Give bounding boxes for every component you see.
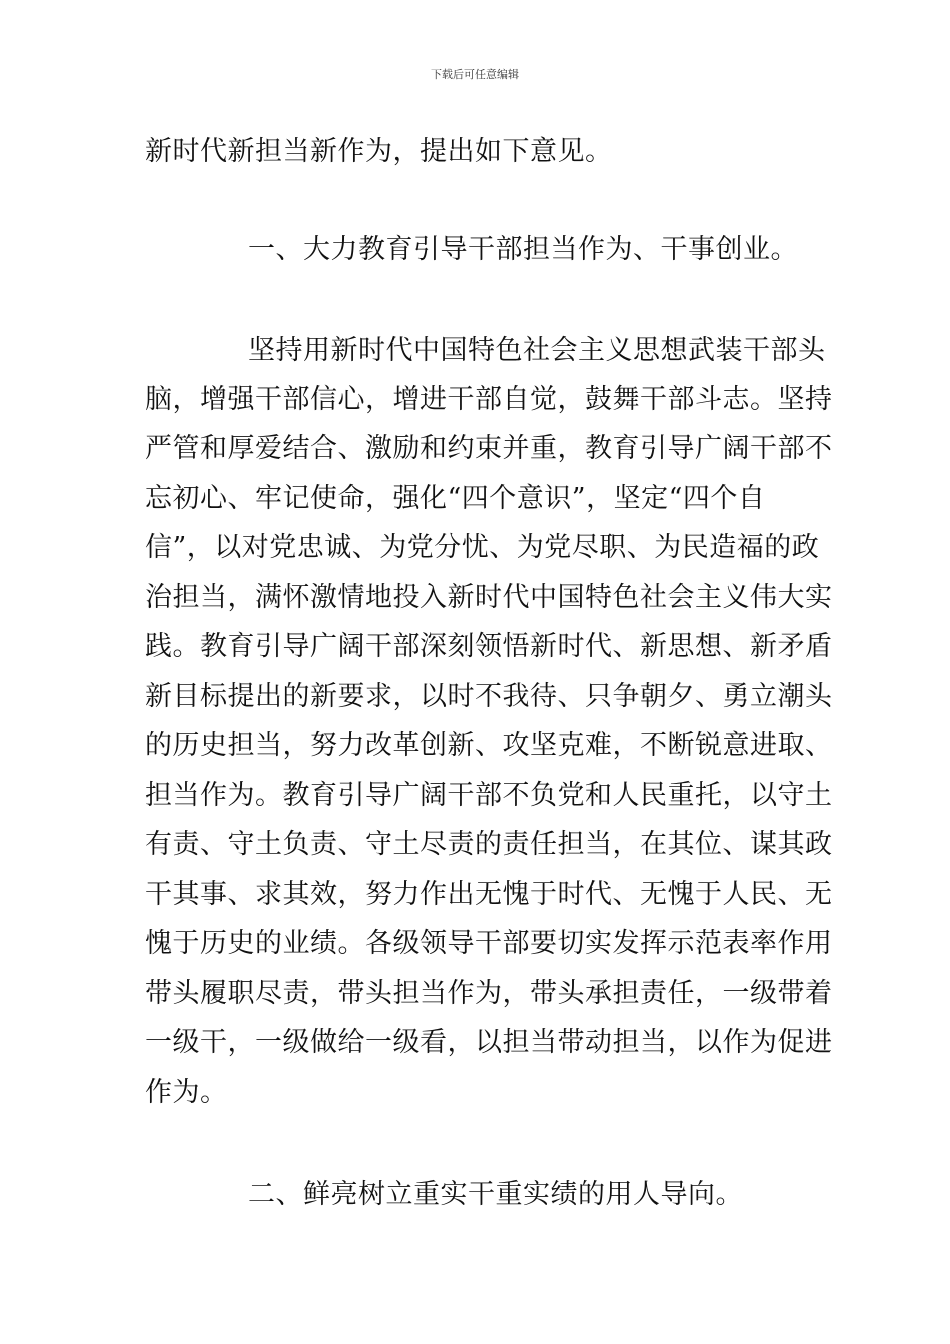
section-1-line-2: 脑，增强干部信心，增进干部自觉，鼓舞干部斗志。坚持 [145, 384, 833, 415]
section-1-line-11: 有责、守土负责、守土尽责的责任担当，在其位、谋其政 [145, 829, 833, 860]
header-note: 下载后可任意编辑 [431, 68, 519, 81]
section-1-line-3: 严管和厚爱结合、激励和约束并重，教育引导广阔干部不 [145, 433, 833, 464]
section-1-line-8: 新目标提出的新要求，以时不我待、只争朝夕、勇立潮头 [145, 681, 833, 712]
section-1-line-12: 干其事、求其效，努力作出无愧于时代、无愧于人民、无 [145, 879, 833, 910]
section-2-heading: 二、鲜亮树立重实干重实绩的用人导向。 [248, 1179, 743, 1210]
section-1-line-4: 忘初心、牢记使命，强化“四个意识”，坚定“四个自 [145, 483, 766, 514]
section-1-line-7: 践。教育引导广阔干部深刻领悟新时代、新思想、新矛盾 [145, 631, 833, 662]
section-1-heading: 一、大力教育引导干部担当作为、干事创业。 [248, 234, 798, 265]
section-1-line-16: 作为。 [145, 1077, 228, 1108]
section-1-line-1: 坚持用新时代中国特色社会主义思想武装干部头 [248, 335, 826, 366]
section-1-line-9: 的历史担当，努力改革创新、攻坚克难，不断锐意进取、 [145, 730, 833, 761]
section-1-line-14: 带头履职尽责，带头担当作为，带头承担责任，一级带着 [145, 978, 833, 1009]
opening-line: 新时代新担当新作为，提出如下意见。 [145, 136, 613, 167]
section-1-line-10: 担当作为。教育引导广阔干部不负党和人民重托，以守土 [145, 780, 833, 811]
section-1-line-13: 愧于历史的业绩。各级领导干部要切实发挥示范表率作用 [145, 928, 833, 959]
section-1-line-15: 一级干，一级做给一级看，以担当带动担当，以作为促进 [145, 1027, 833, 1058]
section-1-line-5: 信”，以对党忠诚、为党分忧、为党尽职、为民造福的政 [145, 532, 820, 563]
section-1-line-6: 治担当，满怀激情地投入新时代中国特色社会主义伟大实 [145, 582, 833, 613]
